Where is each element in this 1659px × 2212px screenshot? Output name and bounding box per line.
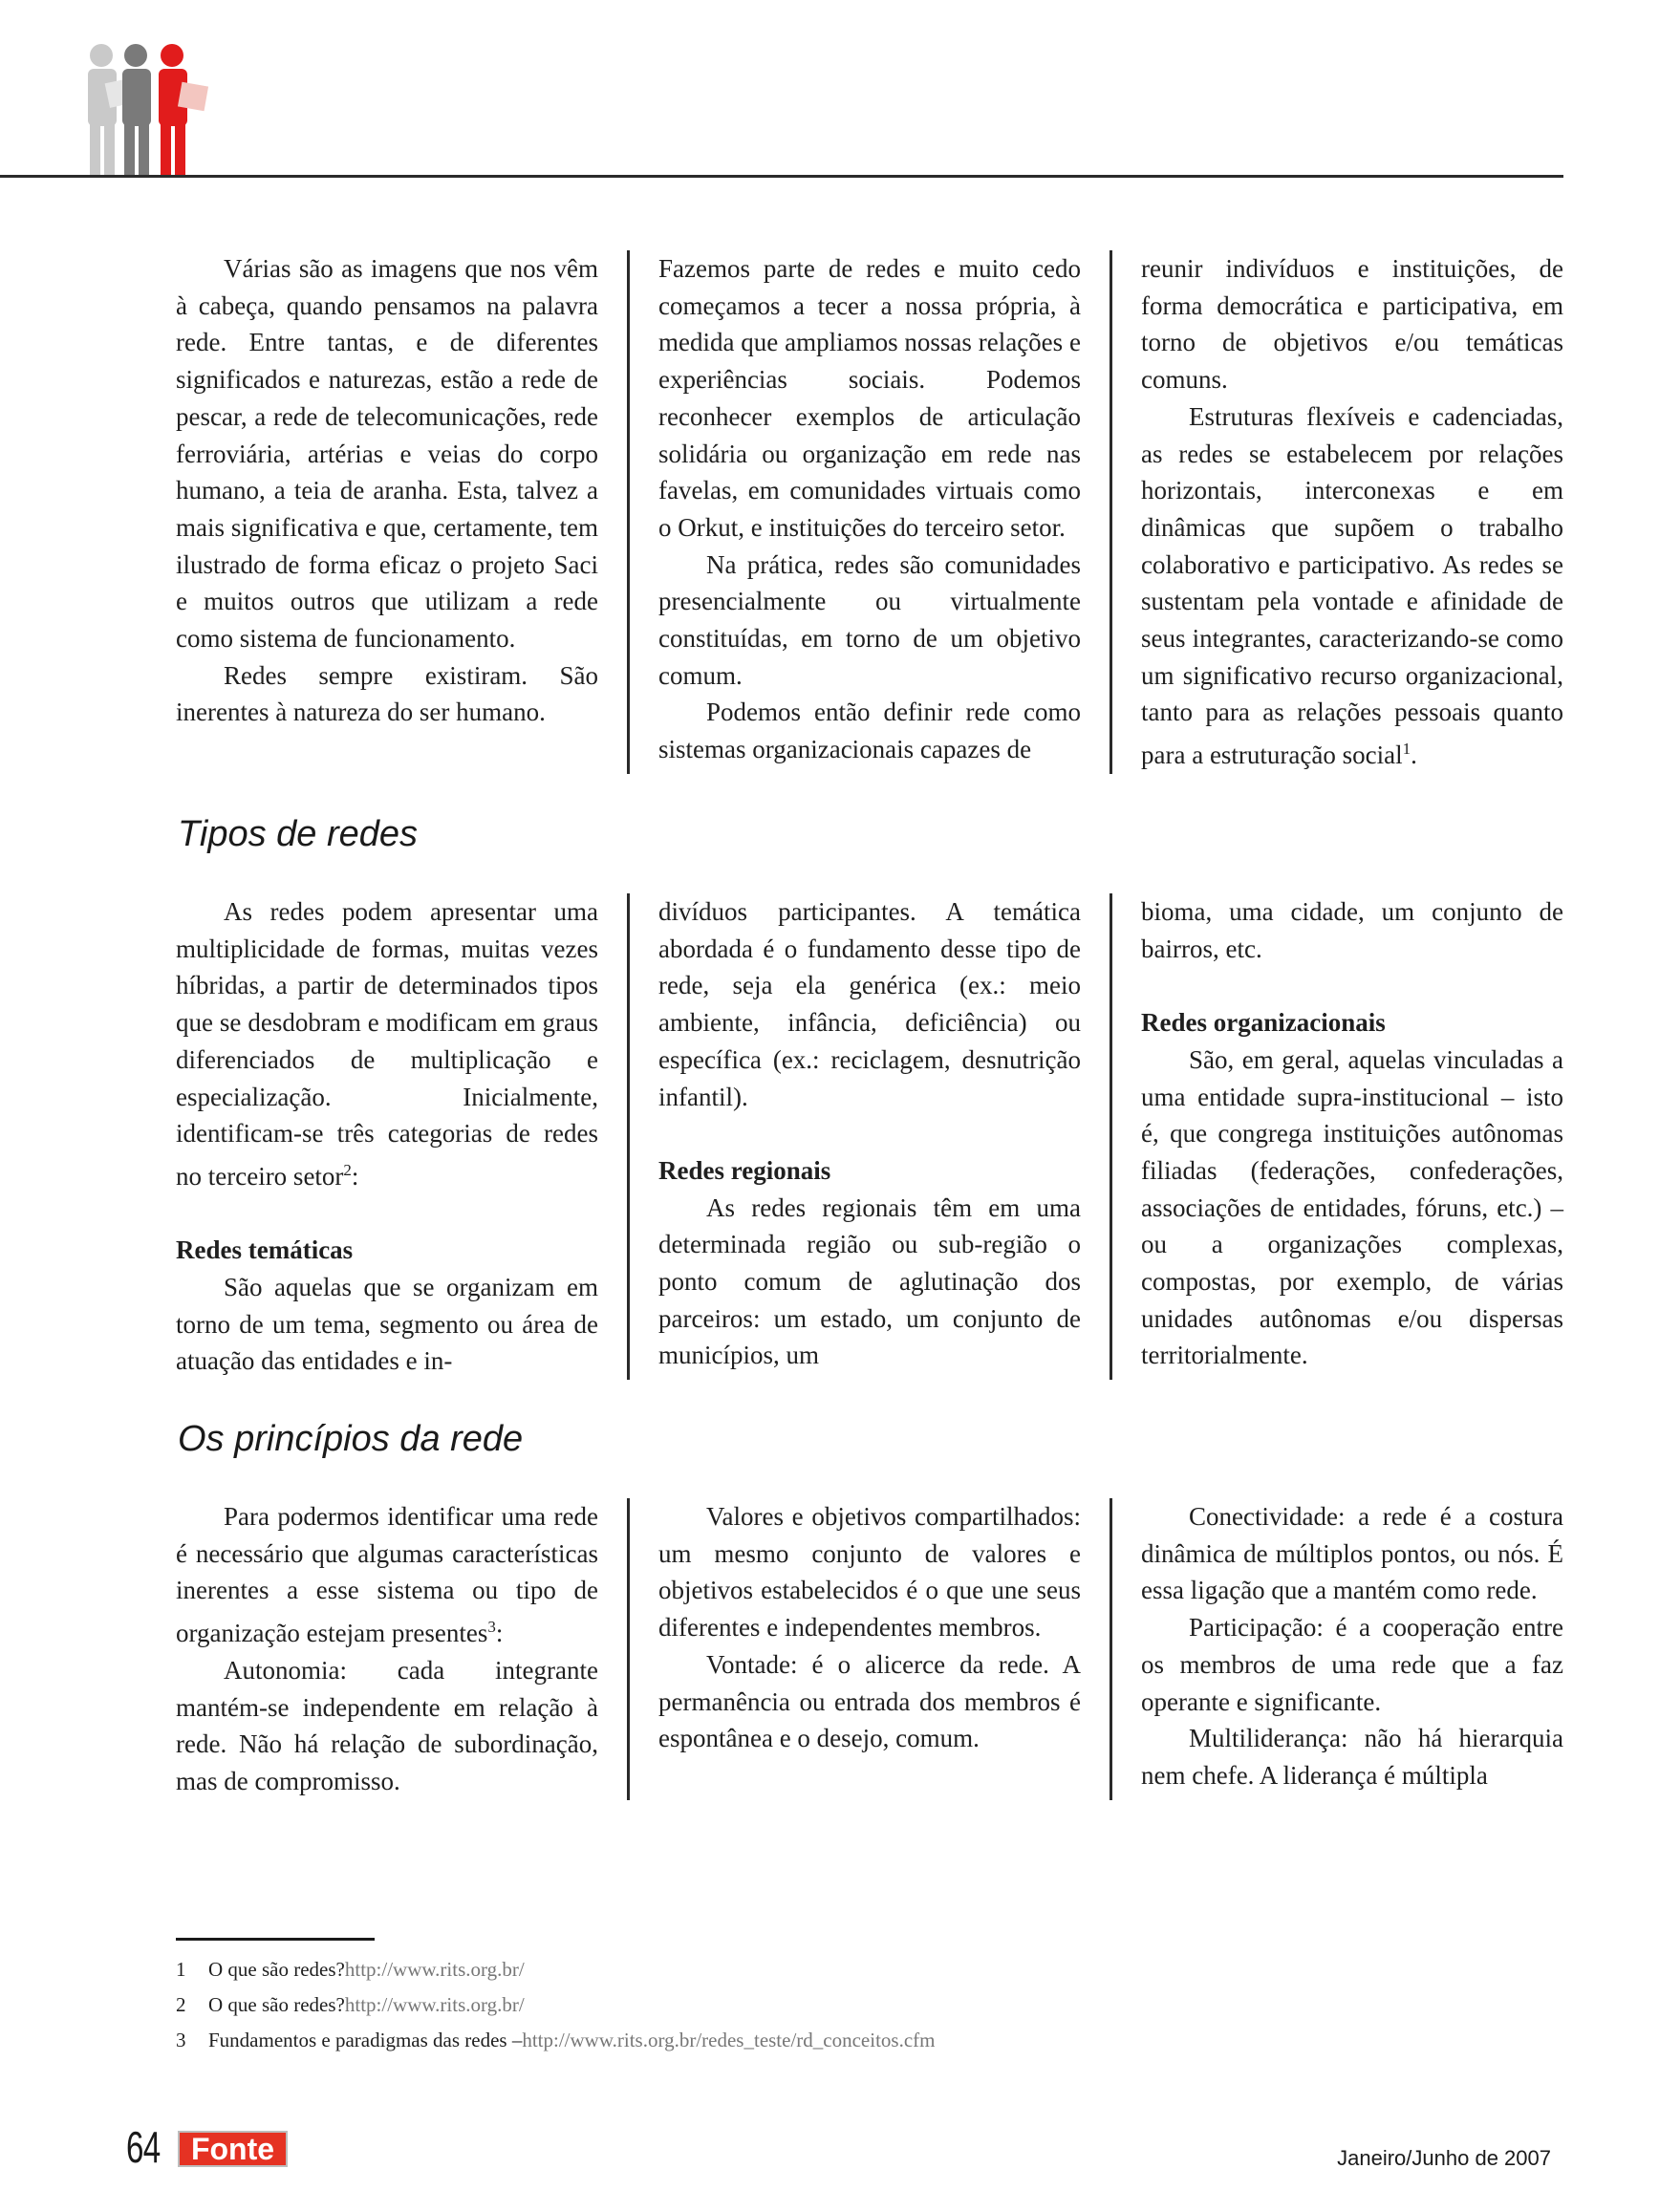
- footnote-text: Fundamentos e paradigmas das redes –: [208, 2029, 523, 2051]
- three-people-logo-icon: [80, 42, 214, 180]
- column-divider: [627, 250, 630, 774]
- principios-section: [176, 1498, 1563, 1800]
- paragraph: Podemos então definir rede como sistemas organizacionais capazes de: [658, 698, 1081, 764]
- footnote: [176, 2023, 936, 2058]
- principios-column-2: [658, 1498, 1081, 1800]
- paragraph: Redes sempre existiram. São inerentes à natureza do ser humano.: [176, 660, 598, 727]
- paragraph: Na prática, redes são comunidades presencialmente ou virtualmente constituídas, em torno de um objetivo comum.: [658, 549, 1081, 690]
- header-rule: [0, 175, 1563, 178]
- principios-column-3: [1141, 1498, 1563, 1800]
- issue-date: Janeiro/Junho de 2007: [1337, 2146, 1551, 2170]
- paragraph: Participação: é a cooperação entre os membros de uma rede que a faz operante e significante.: [1141, 1613, 1563, 1716]
- page-number: 64: [126, 2122, 161, 2172]
- paragraph: Várias são as imagens que nos vêm à cabeça, quando pensamos na palavra rede. Entre tantas, e de diferentes significados e naturezas, estão a rede de pescar, a rede de telecomunicações, rede ferroviária, artérias e veias do corpo humano, a teia de aranha. Esta, talvez a mais significativa e que, certamente, tem ilustrado de forma eficaz o projeto Saci e muitos outros que utilizam a rede como sistema de funcionamento.: [176, 254, 598, 654]
- paragraph: divíduos participantes. A temática abordada é o fundamento desse tipo de rede, seja ela genérica (ex.: meio ambiente, infância, deficiência) ou específica (ex.: reciclagem, desnutrição infantil).: [658, 897, 1081, 1111]
- footnote-link[interactable]: http://www.rits.org.br/: [344, 1958, 525, 1981]
- principios-column-1: [176, 1498, 598, 1800]
- paragraph-end: :: [351, 1161, 359, 1191]
- paragraph: As redes regionais têm em uma determinada região ou sub-região o ponto comum de aglutinação dos parceiros: um estado, um conjunto de municípios, um: [658, 1192, 1081, 1370]
- paragraph: São, em geral, aquelas vinculadas a uma entidade supra-institucional – isto é, que congrega instituições autônomas filiadas (federações, confederações, associações de entidades, fóruns, etc.) – ou a organizações complexas, compostas, por exemplo, de várias unidades autônomas e/ou dispersas territorialmente.: [1141, 1044, 1563, 1370]
- paragraph: [1141, 398, 1563, 774]
- subheading-redes-organizacionais: Redes organizacionais: [1141, 1008, 1386, 1038]
- footnote-rule: [176, 1938, 375, 1941]
- paragraph: São aquelas que se organizam em torno de um tema, segmento ou área de atuação das entidades e in-: [176, 1273, 598, 1376]
- paragraph-end: .: [1411, 741, 1417, 770]
- column-divider: [1110, 1498, 1112, 1800]
- paragraph-text: Para podermos identificar uma rede é necessário que algumas características inerentes a esse sistema ou tipo de organização estejam presentes: [176, 1502, 598, 1648]
- paragraph: Multiliderança: não há hierarquia nem chefe. A liderança é múltipla: [1141, 1724, 1563, 1790]
- footnotes: [176, 1952, 936, 2058]
- footnote-text: O que são redes?: [208, 1958, 345, 1981]
- column-divider: [627, 893, 630, 1380]
- paragraph: Fazemos parte de redes e muito cedo começamos a tecer a nossa própria, à medida que ampliamos nossas relações e experiências sociais. Podemos reconhecer exemplos de articulação solidária ou organização em rede nas favelas, em comunidades virtuais como o Orkut, e instituições do terceiro setor.: [658, 254, 1081, 542]
- paragraph: reunir indivíduos e instituições, de forma democrática e participativa, em torno de objetivos e/ou temáticas comuns.: [1141, 254, 1563, 395]
- paragraph: Conectividade: a rede é a costura dinâmica de múltiplos pontos, ou nós. É essa ligação que a mantém como rede.: [1141, 1502, 1563, 1605]
- paragraph: Autonomia: cada integrante mantém-se independente em relação à rede. Não há relação de subordinação, mas de compromisso.: [176, 1655, 598, 1795]
- footnote-text: O que são redes?: [208, 1993, 345, 2016]
- paragraph-text: As redes podem apresentar uma multiplicidade de formas, muitas vezes híbridas, a partir de determinados tipos que se desdobram e modificam em graus diferenciados de multiplicação e especialização. Inicialmente, identificam-se três categorias de redes no terceiro setor: [176, 897, 598, 1191]
- intro-section: [176, 250, 1563, 774]
- paragraph: Vontade: é o alicerce da rede. A permanência ou entrada dos membros é espontânea e o desejo, comum.: [658, 1649, 1081, 1753]
- footnote-ref: 2: [343, 1160, 352, 1179]
- footnote-number: 3: [176, 2029, 186, 2051]
- column-divider: [1110, 250, 1112, 774]
- tipos-column-2: [658, 893, 1081, 1380]
- tipos-column-1: [176, 893, 598, 1380]
- paragraph: Valores e objetivos compartilhados: um mesmo conjunto de valores e objetivos estabelecidos é o que une seus diferentes e independentes membros.: [658, 1502, 1081, 1643]
- paragraph-text: Estruturas flexíveis e cadenciadas, as redes se estabelecem por relações horizontais, interconexas e em dinâmicas que supõem o trabalho colaborativo e participativo. As redes se sustentam pela vontade e afinidade de seus integrantes, caracterizando-se como um significativo recurso organizacional, tanto para as relações pessoais quanto para a estruturação social: [1141, 401, 1563, 770]
- column-divider: [1110, 893, 1112, 1380]
- paragraph: [176, 1498, 598, 1652]
- footnote-ref: 3: [487, 1618, 496, 1637]
- footnote: [176, 1987, 936, 2023]
- tipos-section: [176, 893, 1563, 1380]
- footnote-link[interactable]: http://www.rits.org.br/redes_teste/rd_conceitos.cfm: [522, 2029, 936, 2051]
- tipos-column-3: [1141, 893, 1563, 1380]
- intro-column-2: [658, 250, 1081, 774]
- paragraph: bioma, uma cidade, um conjunto de bairros, etc.: [1141, 897, 1563, 963]
- subheading-redes-regionais: Redes regionais: [658, 1155, 831, 1185]
- intro-column-1: [176, 250, 598, 774]
- footnote-number: 1: [176, 1958, 186, 1981]
- footnote-number: 2: [176, 1993, 186, 2016]
- section-heading-tipos: Tipos de redes: [178, 814, 419, 854]
- intro-column-3: [1141, 250, 1563, 774]
- column-divider: [627, 1498, 630, 1800]
- brand-logo: Fonte: [178, 2131, 288, 2167]
- footnote-link[interactable]: http://www.rits.org.br/: [344, 1993, 525, 2016]
- subheading-redes-tematicas: Redes temáticas: [176, 1235, 354, 1265]
- paragraph-end: :: [495, 1619, 504, 1648]
- paragraph: [176, 893, 598, 1195]
- footnote-ref: 1: [1402, 740, 1411, 759]
- footnote: [176, 1952, 936, 1987]
- section-heading-principios: Os princípios da rede: [178, 1419, 524, 1459]
